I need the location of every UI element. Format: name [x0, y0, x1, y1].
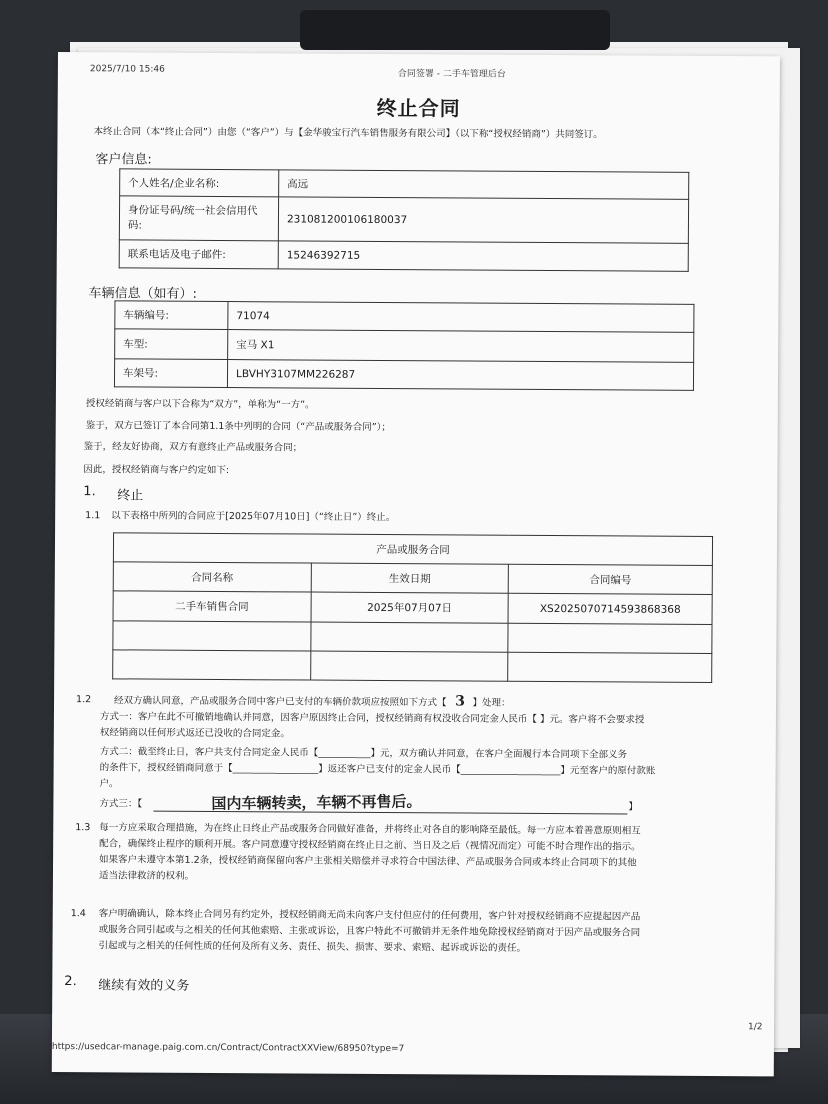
contract-table-header: 合同编号: [509, 564, 713, 594]
vehicle-label: 车型:: [115, 329, 228, 360]
customer-row: [120, 169, 689, 199]
recital-line: 因此，授权经销商与客户约定如下:: [83, 464, 230, 477]
clause-1-2-intro: [114, 692, 511, 710]
customer-info-table: [119, 168, 690, 271]
clause-1-2-text-end: 】处理：: [472, 697, 511, 709]
contract-name-cell: [113, 650, 311, 680]
clause-1-4-line: 引起或与之相关的任何性质的任何及所有义务、责任、损失、损害、要求、索赔、起诉或诉讼的责任。: [98, 940, 527, 954]
table-row: [113, 650, 712, 683]
recital-line: 授权经销商与客户以下合称为“双方”，单称为“一方”。: [85, 398, 315, 411]
clause-1-4-line: 客户明确确认，除本终止合同另有约定外，授权经销商无尚未向客户支付但应付的任何费用，客户针对授权经销商不应提起因产品: [98, 908, 641, 923]
recital-line: 鉴于，双方已签订了本合同第1.1条中列明的合同（“产品或服务合同”）；: [85, 420, 391, 434]
vehicle-label: 车辆编号:: [115, 301, 228, 330]
customer-value: 15246392715: [278, 241, 688, 272]
customer-label: 联系电话及电子邮件:: [119, 240, 278, 269]
print-datetime: 2025/7/10 15:46: [89, 64, 165, 75]
contract-table-caption: 产品或服务合同: [113, 533, 712, 566]
vehicle-value: LBVHY3107MM226287: [227, 360, 693, 391]
contract-table-caption-row: [113, 533, 712, 566]
recital-line: 鉴于，经友好协商，双方有意终止产品或服务合同；: [83, 441, 303, 454]
effective-date-cell: [310, 651, 508, 681]
vehicle-row: [115, 301, 694, 333]
vehicle-section-heading: 车辆信息（如有）:: [88, 286, 197, 302]
contract-number-cell: [508, 652, 712, 682]
customer-row: [119, 196, 688, 243]
vehicle-label: 车架号:: [114, 359, 227, 388]
customer-label: 身份证号码/统一社会信用代码:: [119, 196, 278, 241]
contract-name-cell: [113, 621, 311, 651]
contract-table-header-row: [113, 562, 712, 595]
effective-date-cell: [311, 622, 509, 652]
option-2-line: 的条件下，授权经销商同意于【__________________】返还客户已支付的定金人民币【_____________________】元至客户的原付款账: [99, 762, 656, 777]
contract-table-header: 生效日期: [311, 563, 509, 593]
option-2-line: 方式二：截至终止日，客户共支付合同定金人民币【___________】元，双方确认并同意，在客户全面履行本合同项下全部义务: [99, 746, 628, 761]
clause-1-3-line: 适当法律救济的权利。: [98, 870, 195, 882]
page-number: 1/2: [748, 1022, 763, 1033]
vehicle-info-table: [114, 300, 695, 391]
section-1-title: 终止: [117, 488, 144, 504]
page-title: 终止合同: [376, 95, 461, 121]
customer-label: 个人姓名/企业名称:: [120, 169, 279, 197]
print-url: https://usedcar-manage.paig.com.cn/Contract/ContractXXView/68950?type=7: [51, 1041, 405, 1055]
vehicle-row: [114, 359, 693, 391]
clause-1-1-text: 以下表格中所列的合同应于[2025年07月10日]（“终止日”）终止。: [111, 510, 396, 524]
vehicle-value: 71074: [228, 302, 694, 333]
clause-1-4-line: 或服务合同引起或与之相关的任何其他索赔、主张或诉讼，且客户特此不可撤销并无条件地免除授权经销商对于因产品或服务合同: [98, 924, 641, 939]
clause-1-1-number: 1.1: [85, 510, 101, 522]
clause-1-3-line: 配合，确保终止程序的顺利开展。客户同意遵守授权经销商在终止日之前、当日及之后（视情况而定）可能不时合理作出的指示。: [99, 838, 641, 853]
contract-table: [112, 532, 713, 683]
section-2-number: 2.: [64, 974, 77, 990]
intro-text: 本终止合同（本“终止合同”）由您（“客户”）与【金华骏宝行汽车销售服务有限公司】（以下称“授权经销商”）共同签订。: [93, 126, 603, 141]
table-row: [113, 621, 712, 654]
contract-table-header: 合同名称: [113, 562, 311, 592]
clause-1-2-text: 经双方确认同意，产品或服务合同中客户已支付的车辆价款项应按照如下方式【: [114, 695, 447, 709]
option-3-label: 方式三：【: [99, 798, 143, 810]
customer-section-heading: 客户信息:: [95, 152, 152, 168]
vehicle-row: [115, 329, 694, 363]
customer-value: 231081200106180037: [278, 197, 688, 244]
section-2-title: 继续有效的义务: [98, 978, 190, 994]
clipboard-clip: [300, 10, 610, 50]
option-2-line: 户。: [99, 778, 119, 790]
print-header-title: 合同签署 - 二手车管理后台: [397, 69, 506, 80]
effective-date-cell: 2025年07月07日: [311, 592, 509, 623]
contract-name-cell: 二手车销售合同: [113, 591, 311, 622]
contract-page: [52, 52, 780, 1076]
clause-1-3-line: 如果客户未遵守本第1.2条，授权经销商保留向客户主张相关赔偿并寻求符合中国法律、产品或服务合同或本终止合同项下的其他: [99, 854, 637, 869]
customer-value: 高远: [279, 170, 689, 200]
customer-row: [119, 240, 688, 271]
handwritten-option-3: 国内车辆转卖，车辆不再售后。: [211, 792, 422, 813]
option-1-line: 方式一：客户在此不可撤销地确认并同意，因客户原因终止合同，授权经销商有权没收合同定金人民币【 】元。客户将不会要求授: [99, 711, 645, 726]
clause-1-3-number: 1.3: [75, 822, 91, 834]
clause-1-3-line: 每一方应采取合理措施，为在终止日终止产品或服务合同做好准备，并将终止对各自的影响降至最低。每一方应本着善意原则相互: [99, 822, 641, 837]
option-1-line: 权经销商以任何形式返还已没收的合同定金。: [99, 727, 290, 740]
table-row: [113, 591, 712, 625]
section-1-number: 1.: [83, 484, 96, 500]
option-3-bracket-end: 】: [628, 801, 638, 813]
contract-number-cell: XS2025070714593868368: [508, 593, 712, 624]
contract-number-cell: [508, 623, 712, 653]
clause-1-2-number: 1.2: [76, 694, 92, 706]
vehicle-value: 宝马 X1: [228, 330, 694, 363]
handwritten-choice: 3: [454, 693, 465, 710]
clause-1-4-number: 1.4: [70, 908, 86, 920]
